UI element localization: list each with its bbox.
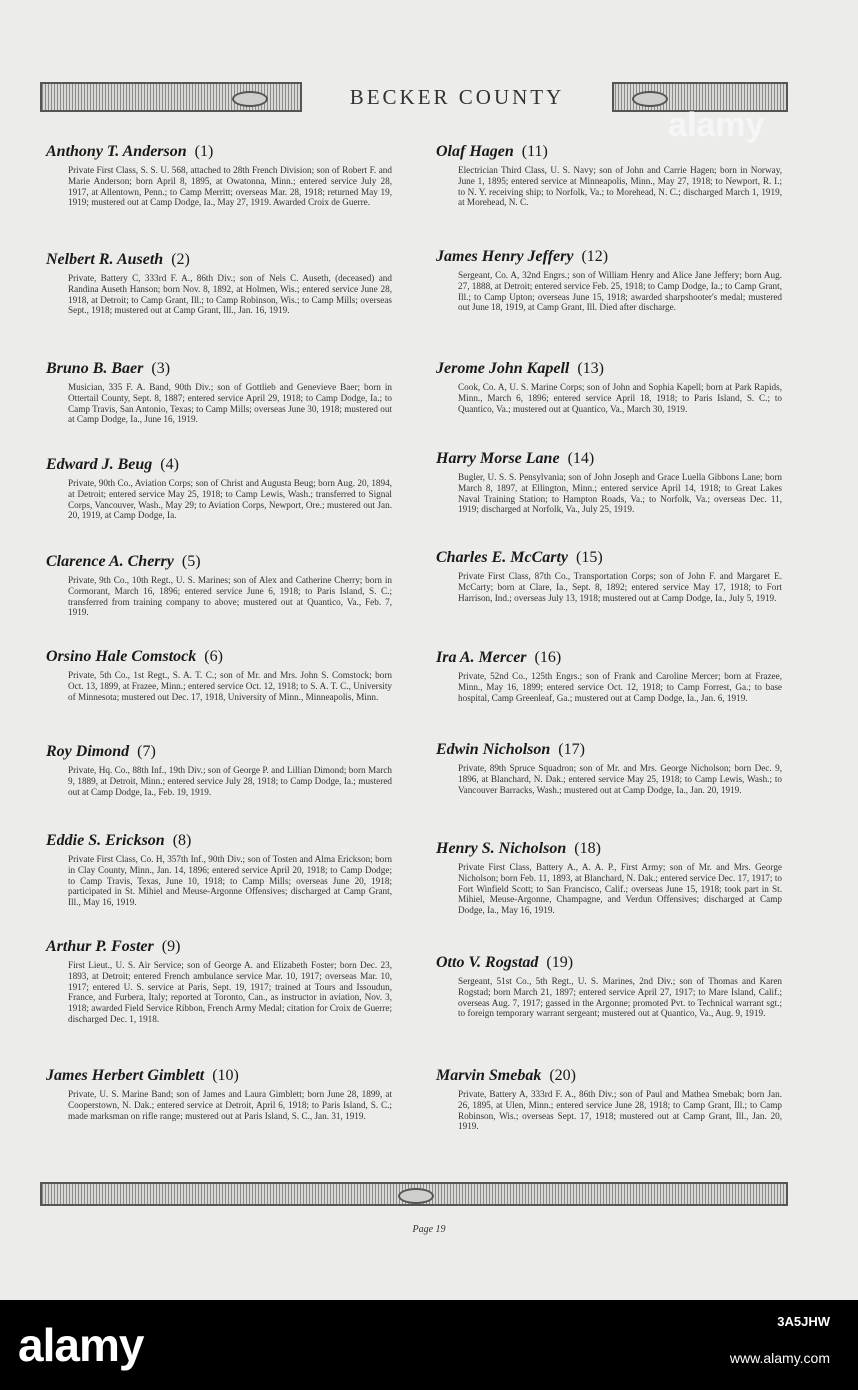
soldier-record: Private, U. S. Marine Band; son of James and Laura Gimblett; born June 28, 1899, at Cooperstown, N. Dak.; entered service at Detroit, April 6, 1918; to Paris Island, S. C.; made marksman on rifle range; mustered out at Paris Island, S. C., Jan. 31, 1919. <box>68 1089 392 1121</box>
soldier-record: First Lieut., U. S. Air Service; son of George A. and Elizabeth Foster; born Dec. 23, 1893, at Detroit; entered French ambulance service Mar. 10, 1917; overseas Mar. 10, 1917; entered U. S. service at Paris, Sept. 19, 1917; trained at Tours and Issoudun, France, and Furbera, Italy; reported at Toronto, Can., as instructor in aviation, Nov. 3, 1918; awarded Field Service Ribbon, French Army Medal; citation for Croix de Guerre; discharged Dec. 1, 1918. <box>68 960 392 1024</box>
soldier-record: Private First Class, Battery A., A. A. P., First Army; son of Mr. and Mrs. George Nicholson; born Feb. 11, 1893, at Blanchard, N. Dak.; entered service Dec. 17, 1917; to Fort Winfield Scott; to San Francisco, Calif.; overseas June 15, 1918; took part in St. Mihiel, Meuse-Argonne, Champagne, and Verdun Offensives; discharged at Camp Dodge, Ia., May 16, 1919. <box>458 862 782 916</box>
soldier-entry <box>436 142 782 208</box>
soldier-entry <box>436 247 782 313</box>
soldier-name: Olaf Hagen (11) <box>436 143 548 160</box>
soldier-entry <box>46 552 392 618</box>
soldier-name: Bruno B. Baer (3) <box>46 360 171 377</box>
soldier-entry <box>46 250 392 316</box>
soldier-record: Private, Hq. Co., 88th Inf., 19th Div.; son of George P. and Lillian Dimond; born March 9, 1889, at Detroit, Minn.; entered service July 28, 1918; to Camp Dodge, Ia.; mustered out at Camp Dodge, Ia., Feb. 19, 1919. <box>68 765 392 797</box>
soldier-name: Nelbert R. Auseth (2) <box>46 251 190 268</box>
soldier-record: Private, 90th Co., Aviation Corps; son of Christ and Augusta Beug; born Aug. 20, 1894, at Detroit; entered service May 25, 1918; to Camp Lewis, Wash.; transferred to Signal Corps, Vancouver, Wash., May 29; to Aviation Corps, Newport, Ore.; mustered out Jan. 20, 1919, at Camp Dodge, Ia. <box>68 478 392 521</box>
page-number: Page 19 <box>412 1224 446 1235</box>
soldier-name: Marvin Smebak (20) <box>436 1067 576 1084</box>
soldier-record: Private, 89th Spruce Squadron; son of Mr. and Mrs. George Nicholson; born Dec. 9, 1896, at Blanchard, N. Dak.; entered service May 25, 1918; to Camp Lewis, Wash.; to Vancouver Barracks, Wash.; mustered out at Camp Dodge, Ia., Jan. 20, 1919. <box>458 763 782 795</box>
soldier-name: Roy Dimond (7) <box>46 743 156 760</box>
soldier-record: Private, Battery A, 333rd F. A., 86th Div.; son of Paul and Mathea Smebak; born Jan. 26, 1895, at Ulen, Minn.; entered service June 28, 1918; to Camp Grant, Ill.; to Camp Robinson, Wis.; overseas Sept. 17, 1918; mustered out at Camp Grant, Ill., Jan. 20, 1919. <box>458 1089 782 1132</box>
soldier-name: Edward J. Beug (4) <box>46 456 179 473</box>
soldier-entry <box>436 359 782 414</box>
soldier-record: Private First Class, Co. H, 357th Inf., 90th Div.; son of Tosten and Alma Erickson; born in Clay County, Minn., Jan. 14, 1896; entered service April 20, 1918; to Camp Dodge; to Camp Travis, Texas, June 10, 1918; to Camp Mills; overseas June 20, 1918; participated in St. Mihiel and Meuse-Argonne Offensives; discharged at Camp Grant, Ill., May 16, 1919. <box>68 854 392 908</box>
alamy-logo: alamy <box>18 1319 144 1371</box>
soldier-entry <box>436 648 782 703</box>
soldier-name: Orsino Hale Comstock (6) <box>46 648 223 665</box>
soldier-record: Private, 5th Co., 1st Regt., S. A. T. C.; son of Mr. and Mrs. John S. Comstock; born Oct. 13, 1899, at Frazee, Minn.; entered service Oct. 12, 1918; to S. A. T. C., University of Minnesota; mustered out Dec. 17, 1918, University of Minn., Minneapolis, Minn. <box>68 670 392 702</box>
laurel-ornament-icon <box>632 91 668 107</box>
soldier-entry <box>436 740 782 795</box>
footer-banner <box>40 1182 788 1206</box>
soldier-name: Henry S. Nicholson (18) <box>436 840 601 857</box>
soldier-entry <box>46 742 392 797</box>
soldier-record: Sergeant, Co. A, 32nd Engrs.; son of William Henry and Alice Jane Jeffery; born Aug. 27, 1888, at Detroit; entered service Feb. 25, 1918; to Camp Dodge, Ia.; to Camp Grant, Ill.; to Camp Upton; overseas June 15, 1918; awarded sharpshooter's medal; mustered out June 18, 1919, at Camp Grant, Ill. Died after discharge. <box>458 270 782 313</box>
soldier-entry <box>46 142 392 208</box>
soldier-name: James Herbert Gimblett (10) <box>46 1067 239 1084</box>
soldier-name: Anthony T. Anderson (1) <box>46 143 214 160</box>
soldier-entry <box>46 1066 392 1121</box>
soldier-entry <box>46 455 392 521</box>
laurel-ornament-icon <box>398 1188 434 1204</box>
laurel-ornament-icon <box>232 91 268 107</box>
soldier-name: Eddie S. Erickson (8) <box>46 832 192 849</box>
soldier-record: Private First Class, S. S. U. 568, attached to 28th French Division; son of Robert F. and Marie Anderson; born April 8, 1895, at Owatonna, Minn.; entered service July 28, 1917, at Allentown, Penn.; to Camp Merritt; overseas Mar. 28, 1918; returned May 19, 1919; mustered out at Camp Dodge, Ia., May 27, 1919. Awarded Croix de Guerre. <box>68 165 392 208</box>
soldier-record: Musician, 335 F. A. Band, 90th Div.; son of Gottlieb and Genevieve Baer; born in Ottertail County, Sept. 8, 1887; entered service April 29, 1918; to Camp Dodge, Ia.; to Camp Travis, San Antonio, Texas; to Camp Mills; overseas June 30, 1918; mustered out at Camp Dodge, Ia., June 16, 1919. <box>68 382 392 425</box>
soldier-record: Private, 9th Co., 10th Regt., U. S. Marines; son of Alex and Catherine Cherry; born in Cormorant, March 16, 1896; entered service June 6, 1918; to Paris Island, S. C.; transferred from training company to above; mustered out at Quantico, Va., Feb. 7, 1919. <box>68 575 392 618</box>
soldier-entry <box>436 548 782 603</box>
soldier-record: Electrician Third Class, U. S. Navy; son of John and Carrie Hagen; born in Norway, June 1, 1895; entered service at Minneapolis, Minn., May 27, 1918; to Newport, R. I.; to N. Y. receiving ship; to Norfolk, Va.; to Morehead, N. C.; discharged March 1, 1919, at Morehead, N. C. <box>458 165 782 208</box>
soldier-record: Private, Battery C, 333rd F. A., 86th Div.; son of Nels C. Auseth, (deceased) and Randina Auseth Hanson; born Nov. 8, 1892, at Holmen, Wis.; entered service June 28, 1918, at Detroit; to Camp Grant, Ill.; to Camp Robinson, Wis.; to Camp Mills; overseas Sept., 1918; mustered out at Camp Grant, Ill., Jan. 16, 1919. <box>68 273 392 316</box>
watermark: alamy <box>668 106 765 144</box>
soldier-entry <box>46 359 392 425</box>
soldier-name: James Henry Jeffery (12) <box>436 248 609 265</box>
soldier-name: Ira A. Mercer (16) <box>436 649 562 666</box>
county-title: BECKER COUNTY <box>300 82 614 112</box>
soldier-name: Harry Morse Lane (14) <box>436 450 595 467</box>
soldier-entry <box>46 647 392 702</box>
soldier-name: Edwin Nicholson (17) <box>436 741 585 758</box>
soldier-name: Clarence A. Cherry (5) <box>46 553 201 570</box>
soldier-entry <box>436 839 782 916</box>
site-url: www.alamy.com <box>729 1350 830 1366</box>
soldier-name: Otto V. Rogstad (19) <box>436 954 574 971</box>
soldier-record: Bugler, U. S. S. Pensylvania; son of John Joseph and Grace Luella Gibbons Lane; born March 8, 1897, at Ellington, Minn.; entered service April 14, 1918; to Great Lakes Naval Training Station; to Hampton Roads, Va.; to Norfolk, Va.; overseas Dec. 11, 1919; discharged at Norfolk, Va., July 25, 1919. <box>458 472 782 515</box>
soldier-name: Jerome John Kapell (13) <box>436 360 604 377</box>
soldier-record: Sergeant, 51st Co., 5th Regt., U. S. Marines, 2nd Div.; son of Thomas and Karen Rogstad; born March 21, 1897; entered service April 27, 1917; to Mare Island, Calif.; overseas Aug. 7, 1917; gassed in the Argonne; promoted Pvt. to Technical warrant sgt.; to foreign temporary warrant sergeant; mustered out at Quantico, Va., Aug. 9, 1919. <box>458 976 782 1019</box>
soldier-entry <box>46 831 392 908</box>
soldier-entry <box>436 449 782 515</box>
soldier-entry <box>436 953 782 1019</box>
soldier-record: Private, 52nd Co., 125th Engrs.; son of Frank and Caroline Mercer; born at Frazee, Minn., May 16, 1899; entered service Oct. 12, 1918; to Camp Forrest, Ga.; to base hospital, Camp Greenleaf, Ga.; mustered out at Camp Dodge, Ia., Jan. 6, 1919. <box>458 671 782 703</box>
soldier-name: Arthur P. Foster (9) <box>46 938 181 955</box>
soldier-entry <box>46 937 392 1025</box>
image-id: 3A5JHW <box>777 1314 830 1329</box>
soldier-name: Charles E. McCarty (15) <box>436 549 603 566</box>
soldier-record: Cook, Co. A, U. S. Marine Corps; son of John and Sophia Kapell; born at Park Rapids, Minn., March 6, 1896; entered service April 18, 1918; to Paris Island, S. C.; to Quantico, Va.; mustered out at Quantico, Va., March 30, 1919. <box>458 382 782 414</box>
soldier-entry <box>436 1066 782 1132</box>
soldier-record: Private First Class, 87th Co., Transportation Corps; son of John F. and Margaret E. McCarty; born at Clare, Ia., Sept. 8, 1892; entered service May 17, 1918; to Fort Harrison, Ind.; overseas July 13, 1918; mustered out at Camp Dodge, Ia., July 5, 1919. <box>458 571 782 603</box>
